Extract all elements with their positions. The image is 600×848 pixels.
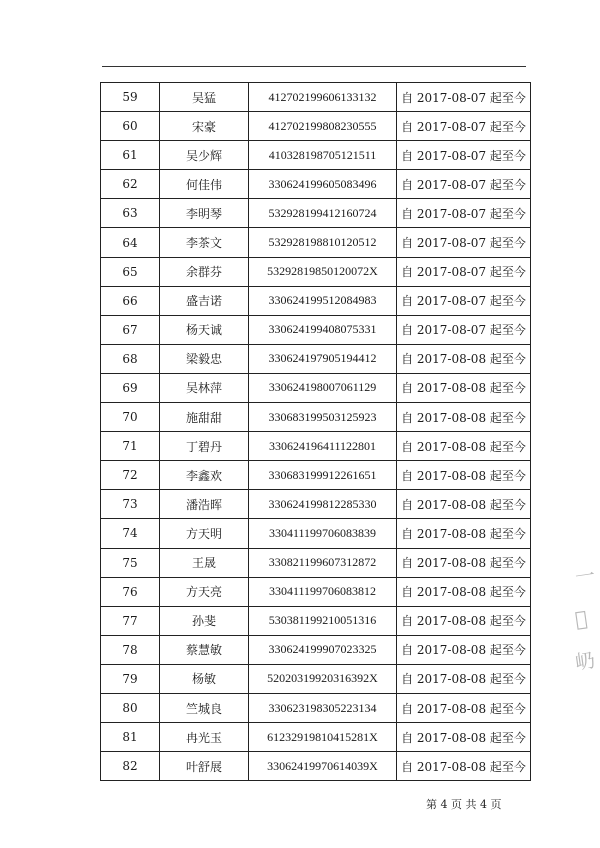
table-row <box>101 286 531 315</box>
period-cell: 自 2017-08-08 起至今 <box>397 635 531 664</box>
name-cell: 宋豪 <box>160 112 249 141</box>
table-row <box>101 490 531 519</box>
id-number-cell: 412702199606133132 <box>249 83 397 112</box>
period-cell: 自 2017-08-08 起至今 <box>397 693 531 722</box>
id-number-cell: 330624196411122801 <box>249 432 397 461</box>
id-number-cell: 330683199912261651 <box>249 461 397 490</box>
table-row <box>101 519 531 548</box>
name-cell: 冉光玉 <box>160 723 249 752</box>
period-cell: 自 2017-08-07 起至今 <box>397 141 531 170</box>
period-cell: 自 2017-08-08 起至今 <box>397 344 531 373</box>
table-row <box>101 548 531 577</box>
name-cell: 杨敏 <box>160 664 249 693</box>
id-number-cell: 330623198305223134 <box>249 693 397 722</box>
name-cell: 施甜甜 <box>160 403 249 432</box>
row-number-cell: 71 <box>101 432 160 461</box>
period-cell: 自 2017-08-08 起至今 <box>397 606 531 635</box>
name-cell: 叶舒展 <box>160 752 249 781</box>
row-number-cell: 59 <box>101 83 160 112</box>
id-number-cell: 330624199812285330 <box>249 490 397 519</box>
table-row <box>101 228 531 257</box>
period-cell: 自 2017-08-08 起至今 <box>397 752 531 781</box>
table-row <box>101 403 531 432</box>
table-row <box>101 257 531 286</box>
id-number-cell: 52020319920316392X <box>249 664 397 693</box>
row-number-cell: 78 <box>101 635 160 664</box>
table-row <box>101 344 531 373</box>
period-cell: 自 2017-08-08 起至今 <box>397 723 531 752</box>
id-number-cell: 330624199512084983 <box>249 286 397 315</box>
name-cell: 盛吉诺 <box>160 286 249 315</box>
row-number-cell: 66 <box>101 286 160 315</box>
table-row <box>101 373 531 402</box>
row-number-cell: 79 <box>101 664 160 693</box>
name-cell: 竺城良 <box>160 693 249 722</box>
period-cell: 自 2017-08-08 起至今 <box>397 548 531 577</box>
period-cell: 自 2017-08-07 起至今 <box>397 112 531 141</box>
table-row <box>101 752 531 781</box>
id-number-cell: 530381199210051316 <box>249 606 397 635</box>
seal-fragment-top: 一 <box>573 562 597 590</box>
table-row <box>101 664 531 693</box>
name-cell: 孙斐 <box>160 606 249 635</box>
id-number-cell: 330624199907023325 <box>249 635 397 664</box>
seal-fragment-bottom: 屷 <box>573 647 597 675</box>
page-number: 第 4 页 共 4 页 <box>426 798 502 811</box>
period-cell: 自 2017-08-07 起至今 <box>397 199 531 228</box>
table-row <box>101 315 531 344</box>
name-cell: 潘浩晖 <box>160 490 249 519</box>
name-cell: 吴林萍 <box>160 373 249 402</box>
table-row <box>101 432 531 461</box>
id-number-cell: 532928199412160724 <box>249 199 397 228</box>
personnel-table <box>100 82 531 781</box>
row-number-cell: 70 <box>101 403 160 432</box>
table-row <box>101 635 531 664</box>
name-cell: 李明琴 <box>160 199 249 228</box>
table-row <box>101 170 531 199</box>
table-row <box>101 141 531 170</box>
row-number-cell: 67 <box>101 315 160 344</box>
period-cell: 自 2017-08-08 起至今 <box>397 461 531 490</box>
seal-fragment-middle: 𫝀 <box>573 605 589 632</box>
id-number-cell: 330411199706083839 <box>249 519 397 548</box>
table-row <box>101 606 531 635</box>
id-number-cell: 330411199706083812 <box>249 577 397 606</box>
table-row <box>101 723 531 752</box>
row-number-cell: 81 <box>101 723 160 752</box>
row-number-cell: 77 <box>101 606 160 635</box>
name-cell: 方天亮 <box>160 577 249 606</box>
row-number-cell: 65 <box>101 257 160 286</box>
id-number-cell: 330624198007061129 <box>249 373 397 402</box>
id-number-cell: 33062419970614039X <box>249 752 397 781</box>
period-cell: 自 2017-08-08 起至今 <box>397 373 531 402</box>
period-cell: 自 2017-08-08 起至今 <box>397 403 531 432</box>
id-number-cell: 330624199605083496 <box>249 170 397 199</box>
period-cell: 自 2017-08-08 起至今 <box>397 664 531 693</box>
name-cell: 余群芬 <box>160 257 249 286</box>
period-cell: 自 2017-08-07 起至今 <box>397 286 531 315</box>
row-number-cell: 73 <box>101 490 160 519</box>
name-cell: 吴少辉 <box>160 141 249 170</box>
row-number-cell: 72 <box>101 461 160 490</box>
id-number-cell: 532928198810120512 <box>249 228 397 257</box>
name-cell: 梁毅忠 <box>160 344 249 373</box>
id-number-cell: 330624197905194412 <box>249 344 397 373</box>
row-number-cell: 75 <box>101 548 160 577</box>
table-row <box>101 693 531 722</box>
period-cell: 自 2017-08-07 起至今 <box>397 228 531 257</box>
id-number-cell: 412702199808230555 <box>249 112 397 141</box>
period-cell: 自 2017-08-07 起至今 <box>397 83 531 112</box>
id-number-cell: 53292819850120072X <box>249 257 397 286</box>
period-cell: 自 2017-08-08 起至今 <box>397 577 531 606</box>
name-cell: 杨天诚 <box>160 315 249 344</box>
period-cell: 自 2017-08-08 起至今 <box>397 519 531 548</box>
id-number-cell: 330683199503125923 <box>249 403 397 432</box>
id-number-cell: 330821199607312872 <box>249 548 397 577</box>
row-number-cell: 69 <box>101 373 160 402</box>
row-number-cell: 80 <box>101 693 160 722</box>
id-number-cell: 61232919810415281X <box>249 723 397 752</box>
period-cell: 自 2017-08-07 起至今 <box>397 257 531 286</box>
row-number-cell: 62 <box>101 170 160 199</box>
name-cell: 李茶文 <box>160 228 249 257</box>
table-row <box>101 577 531 606</box>
name-cell: 蔡慧敏 <box>160 635 249 664</box>
id-number-cell: 410328198705121511 <box>249 141 397 170</box>
personnel-table-body <box>101 83 531 781</box>
table-row <box>101 461 531 490</box>
period-cell: 自 2017-08-07 起至今 <box>397 170 531 199</box>
table-row <box>101 83 531 112</box>
name-cell: 王晟 <box>160 548 249 577</box>
table-row <box>101 199 531 228</box>
period-cell: 自 2017-08-08 起至今 <box>397 490 531 519</box>
name-cell: 吴猛 <box>160 83 249 112</box>
name-cell: 李鑫欢 <box>160 461 249 490</box>
name-cell: 丁碧丹 <box>160 432 249 461</box>
name-cell: 方天明 <box>160 519 249 548</box>
row-number-cell: 64 <box>101 228 160 257</box>
period-cell: 自 2017-08-08 起至今 <box>397 432 531 461</box>
row-number-cell: 60 <box>101 112 160 141</box>
row-number-cell: 76 <box>101 577 160 606</box>
row-number-cell: 68 <box>101 344 160 373</box>
header-rule <box>102 66 526 67</box>
row-number-cell: 61 <box>101 141 160 170</box>
name-cell: 何佳伟 <box>160 170 249 199</box>
row-number-cell: 74 <box>101 519 160 548</box>
table-row <box>101 112 531 141</box>
id-number-cell: 330624199408075331 <box>249 315 397 344</box>
row-number-cell: 82 <box>101 752 160 781</box>
row-number-cell: 63 <box>101 199 160 228</box>
period-cell: 自 2017-08-07 起至今 <box>397 315 531 344</box>
